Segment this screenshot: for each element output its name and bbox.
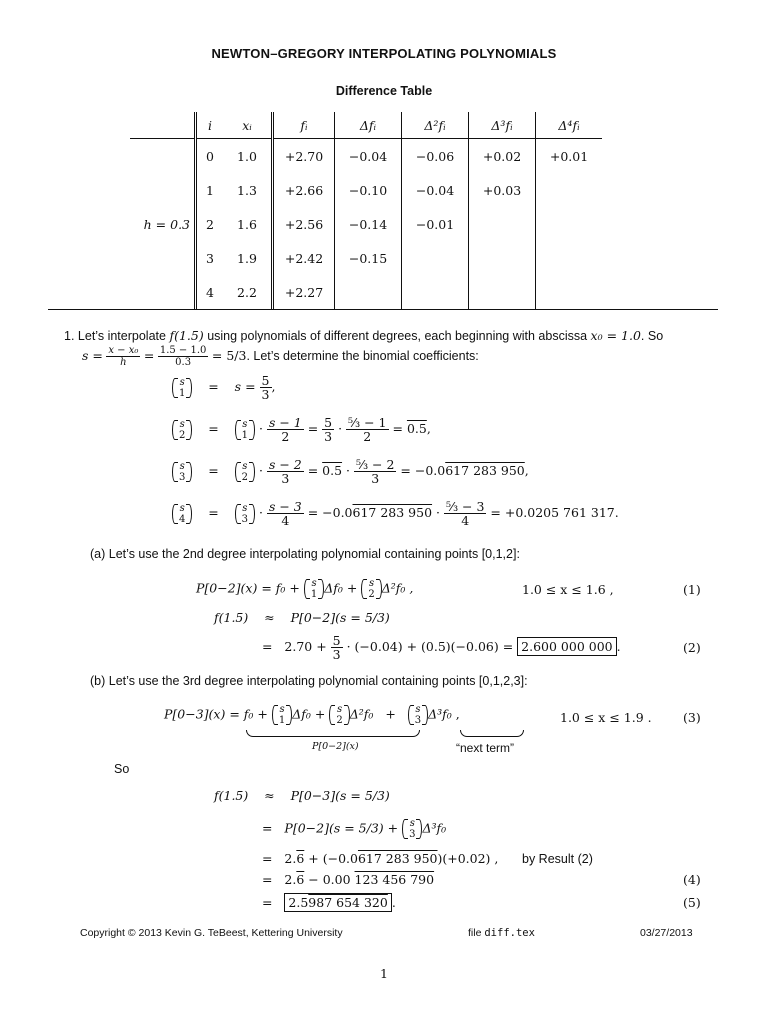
s-definition: s = $\frac{\text{x − x₀}}{h}$ = $\frac{1.5 - 1.0}{0.3}$ = 5/3. Let’s determine the binomial coefficients: bbox=[82, 345, 479, 368]
problem-intro: 1. Let’s interpolate f(1.5) using polynomials of different degrees, each beginning with abscissa x₀ = 1.0. So bbox=[64, 328, 664, 343]
table-cell bbox=[536, 173, 603, 207]
equation-number: (2) bbox=[683, 640, 701, 655]
table-row bbox=[130, 275, 602, 309]
table-cell: +0.03 bbox=[469, 173, 536, 207]
column-header: Δ⁴fᵢ bbox=[536, 112, 603, 139]
table-cell: 1.6 bbox=[223, 207, 273, 241]
table-cell: +2.56 bbox=[273, 207, 335, 241]
part-b-range: 1.0 ≤ x ≤ 1.9 . bbox=[560, 710, 652, 725]
by-result-note: by Result (2) bbox=[522, 852, 593, 866]
section-title: Difference Table bbox=[335, 84, 433, 98]
table-header-row bbox=[130, 112, 602, 139]
table-cell: +2.70 bbox=[273, 139, 335, 174]
column-header: Δ²fᵢ bbox=[402, 112, 469, 139]
table-cell: +2.42 bbox=[273, 241, 335, 275]
table-cell: +2.66 bbox=[273, 173, 335, 207]
table-cell: +2.27 bbox=[273, 275, 335, 309]
table-cell bbox=[469, 275, 536, 309]
table-cell: 0 bbox=[206, 148, 214, 164]
table-cell: −0.04 bbox=[335, 139, 402, 174]
file-info: file diff.tex bbox=[468, 927, 535, 939]
table-cell bbox=[536, 275, 603, 309]
equation-number: (4) bbox=[683, 872, 701, 887]
part-a-range: 1.0 ≤ x ≤ 1.6 , bbox=[522, 582, 614, 597]
part-b-line-4: = 2.6 − 0.00 123 456 790 bbox=[262, 872, 435, 887]
horizontal-rule bbox=[48, 309, 718, 310]
table-cell: 1 bbox=[206, 182, 214, 198]
underbrace-2-label: “next term” bbox=[456, 741, 515, 755]
table-cell bbox=[402, 241, 469, 275]
table-cell bbox=[402, 275, 469, 309]
table-row bbox=[130, 241, 602, 275]
table-cell: 3 bbox=[206, 250, 214, 266]
column-header: i bbox=[196, 112, 224, 139]
underbrace-1 bbox=[246, 730, 420, 737]
table-cell: −0.06 bbox=[402, 139, 469, 174]
table-cell bbox=[469, 241, 536, 275]
s-fraction: $\frac{\text{x − x₀}}{h}$ bbox=[108, 345, 139, 368]
difference-table bbox=[130, 112, 602, 309]
table-cell: 1.0 bbox=[223, 139, 273, 174]
table-cell: −0.01 bbox=[402, 207, 469, 241]
binomial-1: s 1 = s = $\frac{5}{3}$ , bbox=[172, 374, 275, 401]
binomial-3: s 3 = s 2 · $\frac{s - 2}{3}$ = 0.5 · $\frac{\text{⁵⁄₃ − 2}}{3}$ = −0.0617 283 950, bbox=[172, 458, 529, 485]
table-row bbox=[130, 207, 602, 241]
result-box: 2.600 000 000 bbox=[517, 637, 616, 656]
column-header: fᵢ bbox=[273, 112, 335, 139]
table-cell: 2 bbox=[206, 216, 214, 232]
result-box: 2.5987 654 320 bbox=[284, 893, 391, 912]
document-title: NEWTON–GREGORY INTERPOLATING POLYNOMIALS bbox=[211, 46, 557, 61]
column-header: Δfᵢ bbox=[335, 112, 402, 139]
part-b-line-2: = P[0−2](s = 5/3) + s 3 Δ³f₀ bbox=[262, 818, 447, 840]
copyright-notice: Copyright © 2013 Kevin G. TeBeest, Kettering University bbox=[80, 927, 343, 939]
s-fraction-numeric: $\frac{1.5 - 1.0}{0.3}$ bbox=[159, 345, 207, 368]
equation-number: (3) bbox=[683, 710, 701, 725]
underbrace-2 bbox=[460, 730, 524, 737]
table-cell: 4 bbox=[206, 284, 214, 300]
part-a-equation-1: P[0−2](x) = f₀ + s 1 Δf₀ + s 2 Δ²f₀ , bbox=[196, 578, 414, 600]
footer-date: 03/27/2013 bbox=[640, 927, 693, 939]
table-header-spacer bbox=[130, 112, 196, 139]
table-cell: −0.15 bbox=[335, 241, 402, 275]
binomial-symbol: s 1 bbox=[172, 377, 192, 399]
table-row bbox=[130, 173, 602, 207]
part-a-heading: (a) Let’s use the 2nd degree interpolating polynomial containing points [0,1,2]: bbox=[90, 547, 520, 561]
step-size-label: h = 0.3 bbox=[130, 207, 196, 241]
table-cell bbox=[335, 275, 402, 309]
table-cell: −0.04 bbox=[402, 173, 469, 207]
binomial-2: s 2 = s 1 · $\frac{s - 1}{2}$ = $\frac{5}{3}$ · $\frac{\text{⁵⁄₃ − 1}}{2}$ = 0.5, bbox=[172, 416, 431, 443]
table-cell: +0.01 bbox=[549, 148, 589, 164]
table-cell bbox=[469, 207, 536, 241]
equation-number: (1) bbox=[683, 582, 701, 597]
column-header: xᵢ bbox=[223, 112, 273, 139]
table-cell: −0.14 bbox=[335, 207, 402, 241]
part-a-calculation: = 2.70 + $\frac{5}{3}$ · (−0.04) + (0.5)(−0.06) = 2.600 000 000 . bbox=[262, 633, 621, 662]
table-row bbox=[130, 139, 602, 174]
column-header: Δ³fᵢ bbox=[469, 112, 536, 139]
table-cell: 1.3 bbox=[223, 173, 273, 207]
underbrace-1-label: P[0−2](x) bbox=[312, 741, 359, 752]
table-cell: −0.10 bbox=[335, 173, 402, 207]
table-cell bbox=[536, 207, 603, 241]
table-cell: 1.9 bbox=[223, 241, 273, 275]
table-cell bbox=[536, 241, 603, 275]
table-cell: +0.02 bbox=[469, 139, 536, 174]
binomial-4: s 4 = s 3 · $\frac{s - 3}{4}$ = −0.0617 283 950 · $\frac{\text{⁵⁄₃ − 3}}{4}$ = +0.0205 761 317. bbox=[172, 500, 619, 527]
part-b-line-1: f(1.5) ≈ P[0−3](s = 5/3) bbox=[214, 788, 390, 803]
part-b-heading: (b) Let’s use the 3rd degree interpolating polynomial containing points [0,1,2,3]: bbox=[90, 674, 528, 688]
page-number: 1 bbox=[380, 966, 388, 981]
table-cell: 2.2 bbox=[223, 275, 273, 309]
so-label: So bbox=[114, 762, 130, 776]
problem-number: 1. bbox=[64, 329, 75, 343]
equation-number: (5) bbox=[683, 895, 701, 910]
part-a-approx: f(1.5) ≈ P[0−2](s = 5/3) bbox=[214, 610, 390, 625]
part-b-line-5: = 2.5987 654 320 . bbox=[262, 895, 396, 910]
part-b-equation-3: P[0−3](x) = f₀ + s 1 Δf₀ + s 2 Δ²f₀ + s 3 Δ³f₀ , bbox=[164, 704, 460, 726]
part-b-line-3: = 2.6 + (−0.0617 283 950)(+0.02) , bbox=[262, 851, 499, 866]
